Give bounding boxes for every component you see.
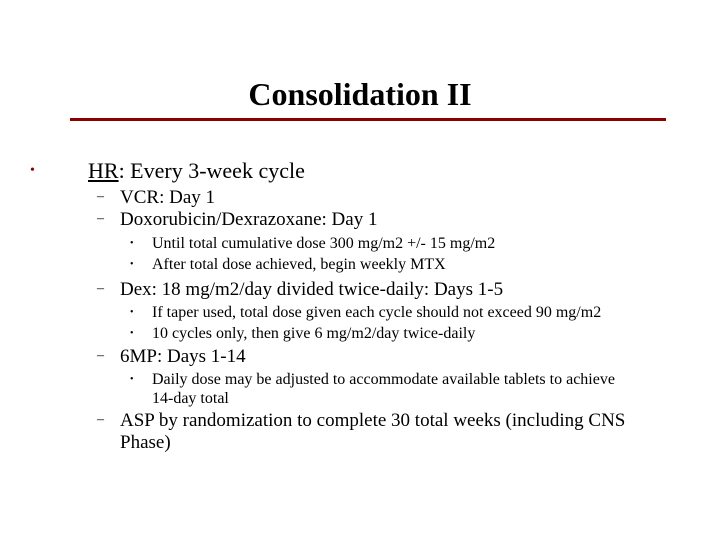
dash-marker: – — [97, 189, 104, 204]
slide-title: Consolidation II — [248, 76, 472, 112]
bullet-6mp-sub1: Daily dose may be adjusted to accommodate available tablets to achieve 14-day total — [152, 371, 615, 407]
dash-marker: – — [97, 281, 104, 296]
bullet-vcr: VCR: Day 1 — [120, 187, 215, 208]
hr-text: : Every 3-week cycle — [118, 158, 305, 183]
bullet-marker-level1: • — [30, 163, 35, 178]
hr-label: HR — [88, 158, 119, 183]
dash-marker: – — [97, 211, 104, 226]
sub-bullet-marker: • — [130, 307, 134, 318]
bullet-doxo-sub2: After total dose achieved, begin weekly MTX — [152, 256, 446, 273]
sub-bullet-marker: • — [130, 328, 134, 339]
sub-bullet-marker: • — [130, 238, 134, 249]
sub-bullet-marker: • — [130, 374, 134, 385]
bullet-doxo-sub1: Until total cumulative dose 300 mg/m2 +/- 15 mg/m2 — [152, 235, 496, 252]
dash-marker: – — [97, 412, 104, 427]
dash-marker: – — [97, 348, 104, 363]
bullet-asp: ASP by randomization to complete 30 total weeks (including CNS Phase) — [120, 410, 626, 453]
sub-bullet-marker: • — [130, 259, 134, 270]
bullet-dex-sub2: 10 cycles only, then give 6 mg/m2/day twice-daily — [152, 325, 476, 342]
bullet-hr — [88, 158, 305, 184]
bullet-doxo: Doxorubicin/Dexrazoxane: Day 1 — [120, 209, 378, 230]
bullet-dex: Dex: 18 mg/m2/day divided twice-daily: Days 1-5 — [120, 279, 504, 300]
bullet-6mp: 6MP: Days 1-14 — [120, 346, 246, 367]
bullet-dex-sub1: If taper used, total dose given each cycle should not exceed 90 mg/m2 — [152, 304, 602, 321]
